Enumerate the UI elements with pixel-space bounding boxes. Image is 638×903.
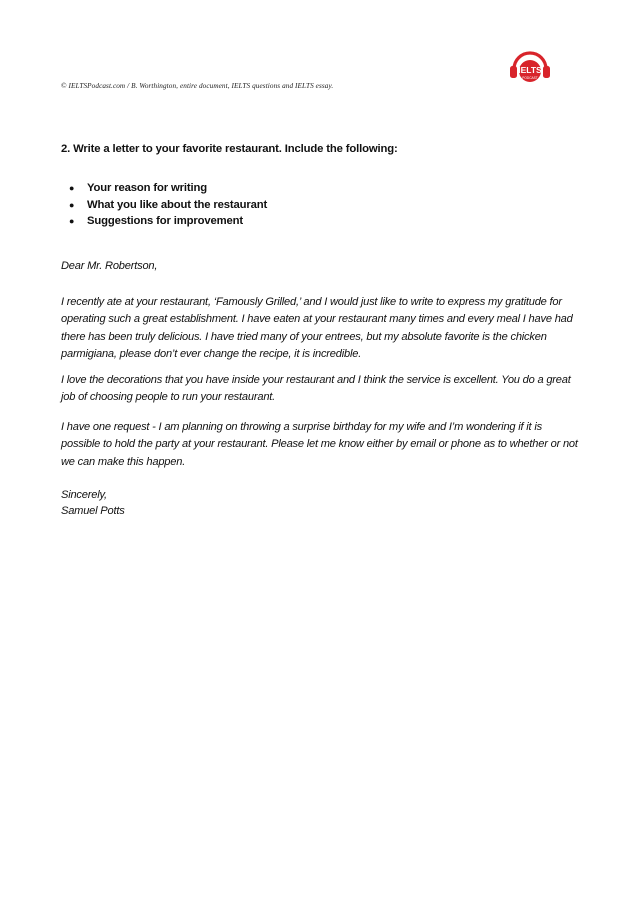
letter-paragraph-1: I recently ate at your restaurant, ‘Famously Grilled,’ and I would just like to write to express my gratitude for operating such a great establishment. I have eaten at your restaurant many times and every meal I have had there has been truly delicious. I have tried many of your entrees, but my absolute favorite is the chicken parmigiana, please don’t ever change the recipe, it is incredible. — [61, 296, 573, 360]
letter-closing: Sincerely, — [61, 489, 107, 501]
letter-signature: Samuel Potts — [61, 505, 125, 517]
logo-text: IELTS — [518, 65, 542, 75]
letter-paragraph-3: I have one request - I am planning on throwing a surprise birthday for my wife and I’m wondering if it is possible to hold the party at your restaurant. Please let me know either by email or phone as to whether or not we can make this happen. — [61, 421, 578, 468]
bullet-item — [61, 213, 267, 230]
ielts-podcast-logo — [505, 42, 555, 90]
bullet-text: Your reason for writing — [87, 182, 207, 195]
bullet-item — [61, 197, 267, 214]
copyright-note: © IELTSPodcast.com / B. Worthington, entire document, IELTS questions and IELTS essay. — [61, 82, 334, 90]
bullet-item — [61, 180, 267, 197]
logo-subtext: PODCAST — [522, 76, 538, 80]
question-title: 2. Write a letter to your favorite restaurant. Include the following: — [61, 143, 398, 155]
bullet-dot-icon: ● — [69, 183, 75, 194]
bullet-text: Suggestions for improvement — [87, 215, 244, 228]
letter-paragraph-2: I love the decorations that you have inside your restaurant and I think the service is excellent. You do a great job of choosing people to run your restaurant. — [61, 374, 571, 404]
question-bullet-list — [61, 180, 267, 230]
bullet-dot-icon: ● — [69, 199, 75, 210]
letter-salutation: Dear Mr. Robertson, — [61, 260, 158, 272]
bullet-text: What you like about the restaurant — [87, 198, 268, 211]
bullet-dot-icon: ● — [69, 216, 75, 227]
